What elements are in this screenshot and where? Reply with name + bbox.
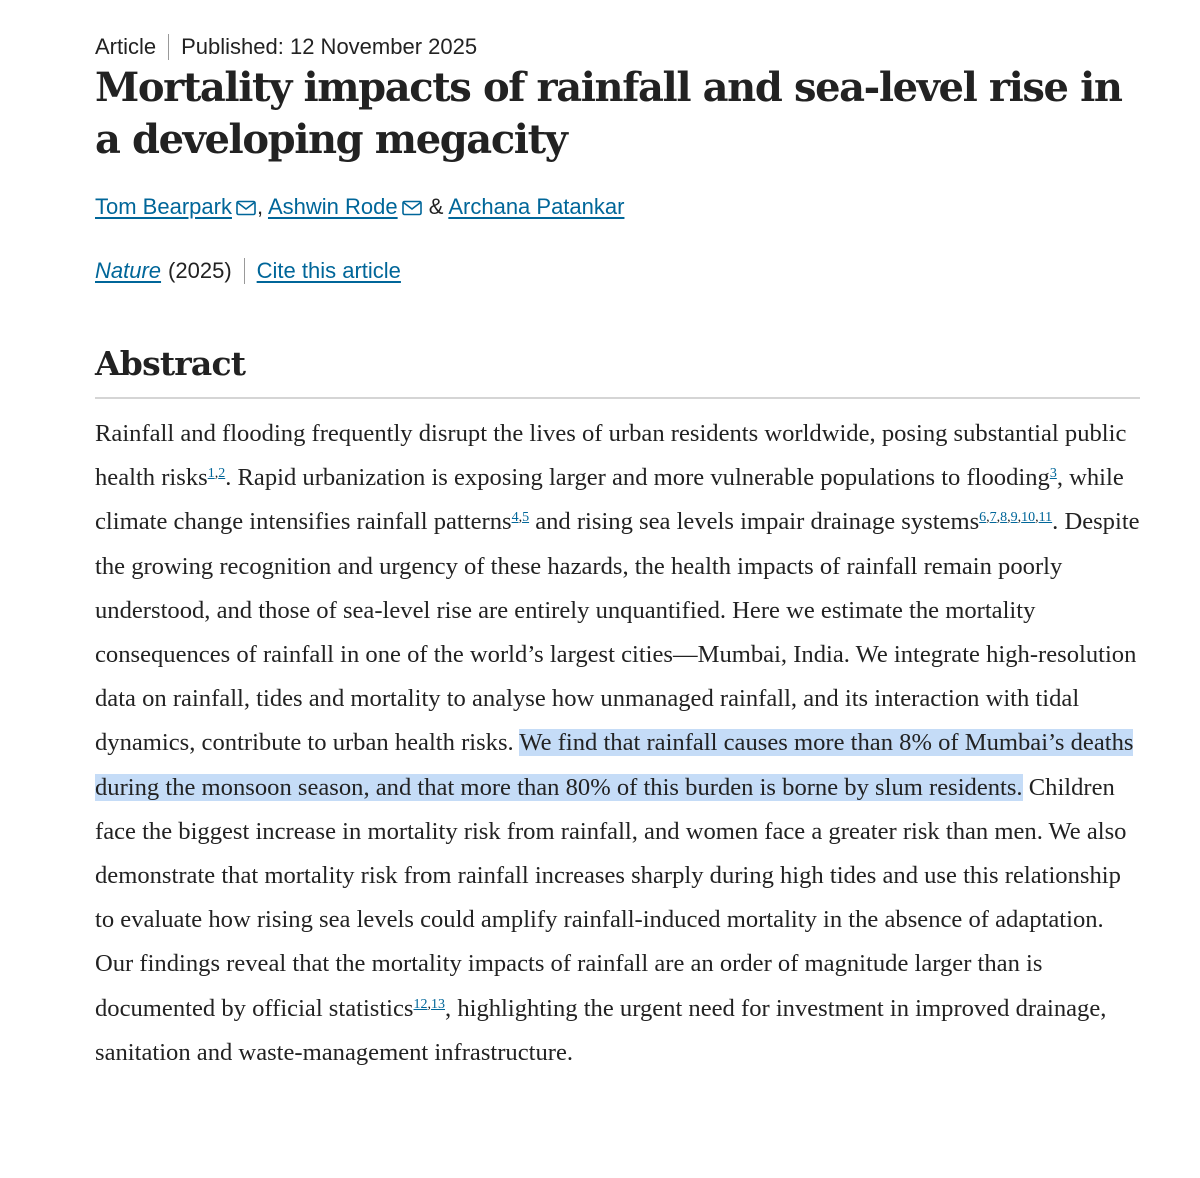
meta-divider <box>168 34 169 60</box>
abstract-segment: . Rapid urbanization is exposing larger and more vulnerable populations to flooding <box>225 464 1050 492</box>
citation <box>208 466 226 481</box>
author-separator: & <box>428 194 444 219</box>
citation-separator: , <box>427 996 432 1012</box>
citation <box>1050 466 1057 481</box>
mail-icon[interactable] <box>402 200 422 216</box>
citation-link[interactable]: 9 <box>1010 510 1018 526</box>
citation-separator: , <box>1007 510 1011 526</box>
citation-separator: , <box>996 510 1001 526</box>
citation <box>414 997 446 1012</box>
published-date: Published: 12 November 2025 <box>181 34 478 59</box>
citation-link[interactable]: 10 <box>1021 510 1036 526</box>
article-meta <box>95 34 477 60</box>
article-title: Mortality impacts of rainfall and sea-level rise in a developing megacity <box>95 64 1122 163</box>
author-list <box>95 193 624 221</box>
citation-link[interactable]: 12 <box>413 996 428 1012</box>
article-type: Article <box>95 34 157 59</box>
citation-link[interactable]: 11 <box>1038 510 1053 526</box>
abstract-segment: Rainfall and flooding frequently disrupt the lives of urban residents worldwide, posing substantial public health risks <box>95 420 1127 492</box>
journal-info <box>95 257 401 285</box>
abstract-text <box>95 412 1145 1075</box>
section-divider <box>95 397 1140 399</box>
abstract-segment: , while climate change intensifies rainfall patterns <box>95 464 1124 536</box>
author-link[interactable]: Tom Bearpark <box>95 194 232 219</box>
highlighted-text: We find that rainfall causes more than 8% of Mumbai’s deaths during the monsoon season, and that more than 80% of this burden is borne by slum residents. <box>95 729 1134 801</box>
citation-separator: , <box>986 510 990 526</box>
citation-link[interactable]: 5 <box>522 510 530 526</box>
citation-link[interactable]: 7 <box>989 510 997 526</box>
mail-icon[interactable] <box>236 200 256 216</box>
author-link[interactable]: Archana Patankar <box>448 194 625 219</box>
citation-link[interactable]: 4 <box>511 510 519 526</box>
citation-separator: , <box>214 466 219 482</box>
citation-separator: , <box>1035 510 1039 526</box>
abstract-segment: , highlighting the urgent need for investment in improved drainage, sanitation and waste-management infrastructure. <box>95 994 1107 1066</box>
abstract-segment: Children face the biggest increase in mortality risk from rainfall, and women face a greater risk than men. We also demonstrate that mortality risk from rainfall increases sharply during high tides and use this relationship to evaluate how rising sea levels could amplify rainfall-induced mortality in the absence of adaptation. Our findings reveal that the mortality impacts of rainfall are an order of magnitude larger than is documented by official statistics <box>95 773 1127 1022</box>
abstract-segment: and rising sea levels impair drainage systems <box>529 508 980 536</box>
citation-link[interactable]: 3 <box>1049 466 1057 482</box>
cite-article-link[interactable]: Cite this article <box>256 258 401 283</box>
citation-link[interactable]: 8 <box>1000 510 1008 526</box>
citation-link[interactable]: 13 <box>431 996 446 1012</box>
author-separator: , <box>256 194 264 219</box>
citation <box>979 510 1052 525</box>
author-link[interactable]: Ashwin Rode <box>267 194 398 219</box>
abstract-heading: Abstract <box>95 344 246 383</box>
abstract-segment: . Despite the growing recognition and urgency of these hazards, the health impacts of rainfall remain poorly understood, and those of sea-level rise are entirely unquantified. Here we estimate the mortality consequences of rainfall in one of the world’s largest cities—Mumbai, India. We integrate high-resolution data on rainfall, tides and mortality to analyse how unmanaged rainfall, and its interaction with tidal dynamics, contribute to urban health risks. <box>95 508 1140 757</box>
citation-link[interactable]: 1 <box>207 466 215 482</box>
citation-link[interactable]: 2 <box>218 466 226 482</box>
citation-separator: , <box>1017 510 1022 526</box>
journal-link[interactable]: Nature <box>95 258 162 283</box>
citation-link[interactable]: 6 <box>979 510 987 526</box>
citation <box>512 510 530 525</box>
citation-separator: , <box>518 510 523 526</box>
journal-divider <box>244 258 245 284</box>
journal-year: (2025) <box>168 258 232 283</box>
